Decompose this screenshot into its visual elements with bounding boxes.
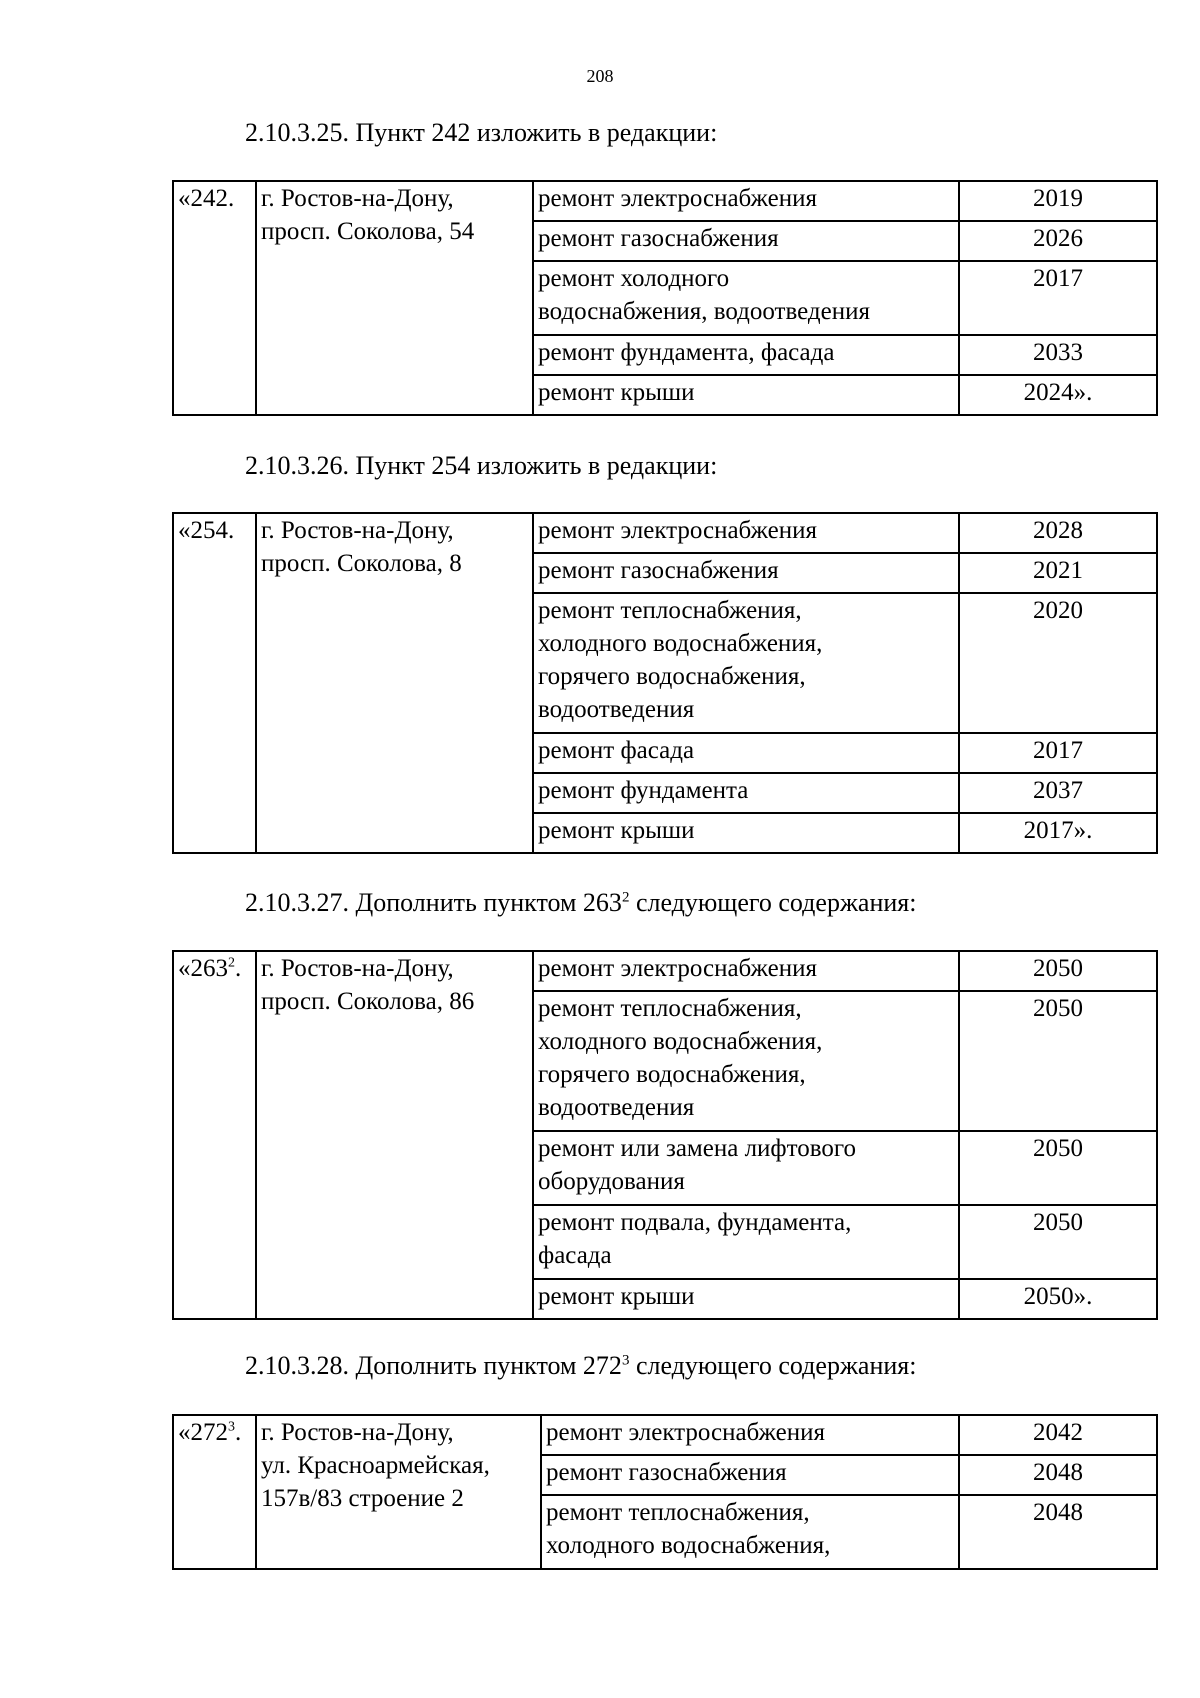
address-line: ул. Красноармейская, — [261, 1452, 490, 1479]
work-line: ремонт электроснабжения — [538, 955, 817, 982]
year-cell: 2017 — [959, 261, 1157, 335]
work-line: ремонт газоснабжения — [538, 557, 779, 584]
amendment-table — [172, 950, 1158, 1320]
work-line: ремонт газоснабжения — [538, 225, 779, 252]
year-cell: 2048 — [959, 1455, 1157, 1495]
work-line: ремонт фундамента — [538, 777, 749, 804]
year-cell: 2026 — [959, 221, 1157, 261]
section-heading — [245, 118, 717, 148]
item-number: «$263^2$. — [173, 951, 256, 1319]
work-line: водоотведения — [538, 1094, 695, 1121]
work-line: оборудования — [538, 1168, 685, 1195]
item-number: «$272^3$. — [173, 1415, 256, 1569]
amendment-table — [172, 512, 1158, 854]
address-cell — [256, 951, 533, 1319]
work-line: ремонт холодного — [538, 265, 730, 292]
year-cell: 2024». — [959, 375, 1157, 415]
year-cell: 2028 — [959, 513, 1157, 553]
year-cell: 2050 — [959, 1205, 1157, 1279]
work-line: горячего водоснабжения, — [538, 1061, 806, 1088]
heading-text: 2.10.3.27. Дополнить пунктом 263 — [245, 888, 622, 917]
work-line: водоотведения — [538, 696, 695, 723]
heading-sup: 3 — [621, 1352, 630, 1369]
work-line: ремонт газоснабжения — [546, 1459, 787, 1486]
section-heading — [245, 888, 916, 918]
work-line: ремонт крыши — [538, 817, 695, 844]
work-cell — [533, 181, 959, 221]
year-cell: 2019 — [959, 181, 1157, 221]
work-line: холодного водоснабжения, — [546, 1532, 831, 1559]
work-cell — [533, 593, 959, 733]
address-line: г. Ростов-на-Дону, — [261, 1419, 454, 1446]
heading-tail: следующего содержания: — [629, 1351, 917, 1380]
work-line: ремонт теплоснабжения, — [538, 995, 802, 1022]
work-line: холодного водоснабжения, — [538, 1028, 823, 1055]
year-cell: 2050». — [959, 1279, 1157, 1319]
year-cell: 2033 — [959, 335, 1157, 375]
work-cell — [533, 813, 959, 853]
year-cell: 2050 — [959, 951, 1157, 991]
section-heading — [245, 451, 717, 481]
work-cell — [533, 513, 959, 553]
year-cell: 2037 — [959, 773, 1157, 813]
work-cell — [533, 221, 959, 261]
work-cell — [533, 553, 959, 593]
work-cell — [541, 1455, 959, 1495]
work-cell — [533, 951, 959, 991]
work-cell — [533, 335, 959, 375]
year-cell: 2050 — [959, 1131, 1157, 1205]
work-line: холодного водоснабжения, — [538, 630, 823, 657]
section-heading — [245, 1351, 916, 1381]
work-line: ремонт подвала, фундамента, — [538, 1209, 852, 1236]
address-line: г. Ростов-на-Дону, — [261, 517, 454, 544]
work-cell — [533, 375, 959, 415]
work-line: ремонт или замена лифтового — [538, 1135, 856, 1162]
address-line: 157в/83 строение 2 — [261, 1485, 464, 1512]
heading-sup: 2 — [621, 889, 630, 906]
work-line: ремонт фасада — [538, 737, 695, 764]
year-cell: 2017». — [959, 813, 1157, 853]
address-cell — [256, 1415, 541, 1569]
item-number: «242. — [173, 181, 256, 415]
work-cell — [533, 733, 959, 773]
year-cell: 2017 — [959, 733, 1157, 773]
heading-text: 2.10.3.28. Дополнить пунктом 272 — [245, 1351, 622, 1380]
address-line: просп. Соколова, 8 — [261, 550, 462, 577]
work-cell — [541, 1495, 959, 1569]
item-number: «254. — [173, 513, 256, 853]
address-line: г. Ростов-на-Дону, — [261, 185, 454, 212]
heading-tail: следующего содержания: — [629, 888, 917, 917]
work-line: фасада — [538, 1242, 612, 1269]
amendment-table — [172, 180, 1158, 416]
address-line: просп. Соколова, 54 — [261, 218, 475, 245]
year-cell: 2020 — [959, 593, 1157, 733]
work-line: ремонт теплоснабжения, — [538, 597, 802, 624]
address-cell — [256, 513, 533, 853]
work-line: ремонт электроснабжения — [538, 517, 817, 544]
work-cell — [533, 773, 959, 813]
work-line: ремонт электроснабжения — [538, 185, 817, 212]
work-line: ремонт крыши — [538, 1283, 695, 1310]
year-cell: 2050 — [959, 991, 1157, 1131]
work-line: ремонт крыши — [538, 379, 695, 406]
work-cell — [533, 1205, 959, 1279]
work-cell — [533, 991, 959, 1131]
work-cell — [533, 1131, 959, 1205]
year-cell: 2048 — [959, 1495, 1157, 1569]
page-number: 208 — [586, 66, 614, 86]
work-line: ремонт фундамента, фасада — [538, 339, 835, 366]
year-cell: 2021 — [959, 553, 1157, 593]
work-cell — [533, 1279, 959, 1319]
work-line: ремонт теплоснабжения, — [546, 1499, 810, 1526]
work-line: горячего водоснабжения, — [538, 663, 806, 690]
work-cell — [533, 261, 959, 335]
year-cell: 2042 — [959, 1415, 1157, 1455]
work-cell — [541, 1415, 959, 1455]
heading-text: 2.10.3.25. Пункт 242 изложить в редакции: — [245, 118, 718, 147]
amendment-table — [172, 1414, 1158, 1570]
work-line: ремонт электроснабжения — [546, 1419, 825, 1446]
address-line: г. Ростов-на-Дону, — [261, 955, 454, 982]
work-line: водоснабжения, водоотведения — [538, 298, 870, 325]
address-cell — [256, 181, 533, 415]
heading-text: 2.10.3.26. Пункт 254 изложить в редакции: — [245, 451, 718, 480]
address-line: просп. Соколова, 86 — [261, 988, 475, 1015]
